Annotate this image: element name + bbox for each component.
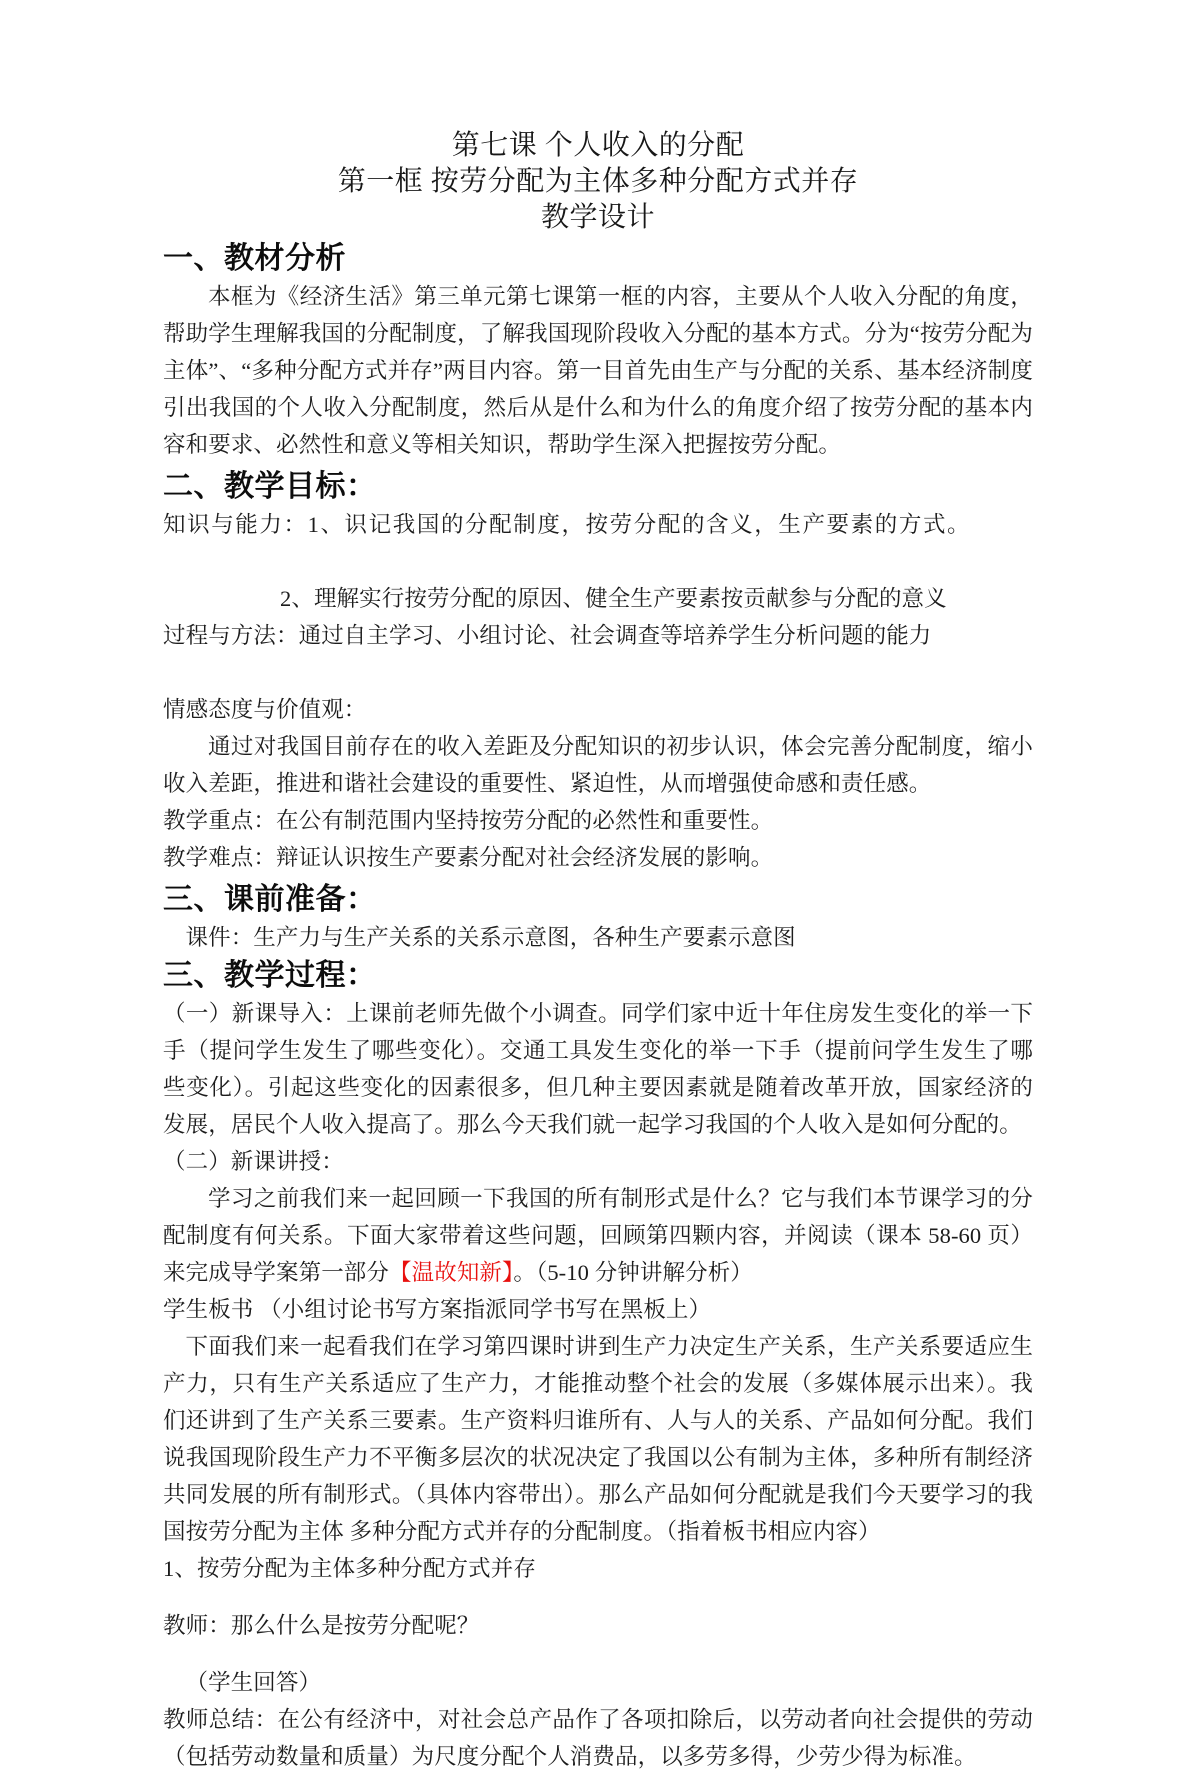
review-task-text-part1: 学习之前我们来一起回顾一下我国的所有制形式是什么？它与我们本节课学习的分配制度有何关系。下面大家带着这些问题，回顾第四颗内容，并阅读（课本 58-60 页）来完成导学案第一部分	[163, 1186, 1033, 1286]
section-heading-teaching-objectives: 二、教学目标：	[163, 470, 377, 504]
section-heading-preparation: 三、课前准备：	[163, 883, 377, 917]
document-body	[163, 128, 1033, 1775]
paragraph-student-answer: （学生回答）	[185, 1670, 322, 1696]
paragraph-emotion-attitude-label: 情感态度与价值观：	[163, 697, 367, 723]
title-line-2: 第一框 按劳分配为主体多种分配方式并存	[337, 165, 859, 197]
paragraph-textbook-analysis: 本框为《经济生活》第三单元第七课第一框的内容，主要从个人收入分配的角度，帮助学生理解我国的分配制度，了解我国现阶段收入分配的基本方式。分为“按劳分配为主体”、“多种分配方式并存”两目内容。第一目首先由生产与分配的关系、基本经济制度引出我国的个人收入分配制度，然后从是什么和为什么的角度介绍了按劳分配的基本内容和要求、必然性和意义等相关知识，帮助学生深入把握按劳分配。	[163, 284, 1033, 458]
section-heading-textbook-analysis: 一、教材分析	[163, 242, 346, 276]
document-title	[163, 128, 1033, 235]
review-task-text-part2: 。（5-10 分钟讲解分析）	[513, 1260, 753, 1286]
paragraph-emotion-attitude-body: 通过对我国目前存在的收入差距及分配知识的初步认识，体会完善分配制度，缩小收入差距，推进和谐社会建设的重要性、紧迫性，从而增强使命感和责任感。	[163, 734, 1033, 797]
paragraph-courseware: 课件：生产力与生产关系的关系示意图，各种生产要素示意图	[185, 925, 796, 951]
paragraph-productivity-relations: 下面我们来一起看我们在学习第四课时讲到生产力决定生产关系，生产关系要适应生产力，只有生产关系适应了生产力，才能推动整个社会的发展（多媒体展示出来）。我们还讲到了生产关系三要素。生产资料归谁所有、人与人的关系、产品如何分配。我们说我国现阶段生产力不平衡多层次的状况决定了我国以公有制为主体，多种所有制经济共同发展的所有制形式。（具体内容带出）。那么产品如何分配就是我们今天要学习的我国按劳分配为主体 多种分配方式并存的分配制度。（指着板书相应内容）	[163, 1334, 1033, 1545]
review-task-highlight: 【温故知新】	[389, 1260, 514, 1286]
section-heading-teaching-process: 三、教学过程：	[163, 959, 377, 993]
paragraph-teacher-question: 教师：那么什么是按劳分配呢？	[163, 1613, 480, 1639]
paragraph-lesson-introduction: （一）新课导入：上课前老师先做个小调查。同学们家中近十年住房发生变化的举一下手（提问学生发生了哪些变化）。交通工具发生变化的举一下手（提前问学生发生了哪些变化）。引起这些变化的因素很多，但几种主要因素就是随着改革开放，国家经济的发展，居民个人收入提高了。那么今天我们就一起学习我国的个人收入是如何分配的。	[163, 1001, 1033, 1138]
title-line-3: 教学设计	[540, 201, 655, 233]
paragraph-teaching-difficulty: 教学难点：辩证认识按生产要素分配对社会经济发展的影响。	[163, 845, 774, 871]
paragraph-student-blackboard-note: 学生板书 （小组讨论书写方案指派同学书写在黑板上）	[163, 1297, 712, 1323]
paragraph-objective-2: 2、理解实行按劳分配的原因、健全生产要素按贡献参与分配的意义	[280, 586, 947, 612]
title-line-1: 第七课 个人收入的分配	[451, 130, 745, 161]
paragraph-review-task	[163, 1180, 1033, 1291]
paragraph-point-1-distribution: 1、按劳分配为主体多种分配方式并存	[163, 1556, 536, 1582]
paragraph-knowledge-ability: 知识与能力：1、识记我国的分配制度，按劳分配的含义，生产要素的方式。	[163, 512, 972, 538]
paragraph-new-lesson-label: （二）新课讲授：	[163, 1149, 344, 1175]
paragraph-process-method: 过程与方法：通过自主学习、小组讨论、社会调查等培养学生分析问题的能力	[163, 623, 932, 649]
paragraph-teaching-focus: 教学重点：在公有制范围内坚持按劳分配的必然性和重要性。	[163, 808, 774, 834]
paragraph-teacher-summary: 教师总结：在公有经济中，对社会总产品作了各项扣除后，以劳动者向社会提供的劳动（包括劳动数量和质量）为尺度分配个人消费品，以多劳多得，少劳少得为标准。	[163, 1707, 1033, 1770]
